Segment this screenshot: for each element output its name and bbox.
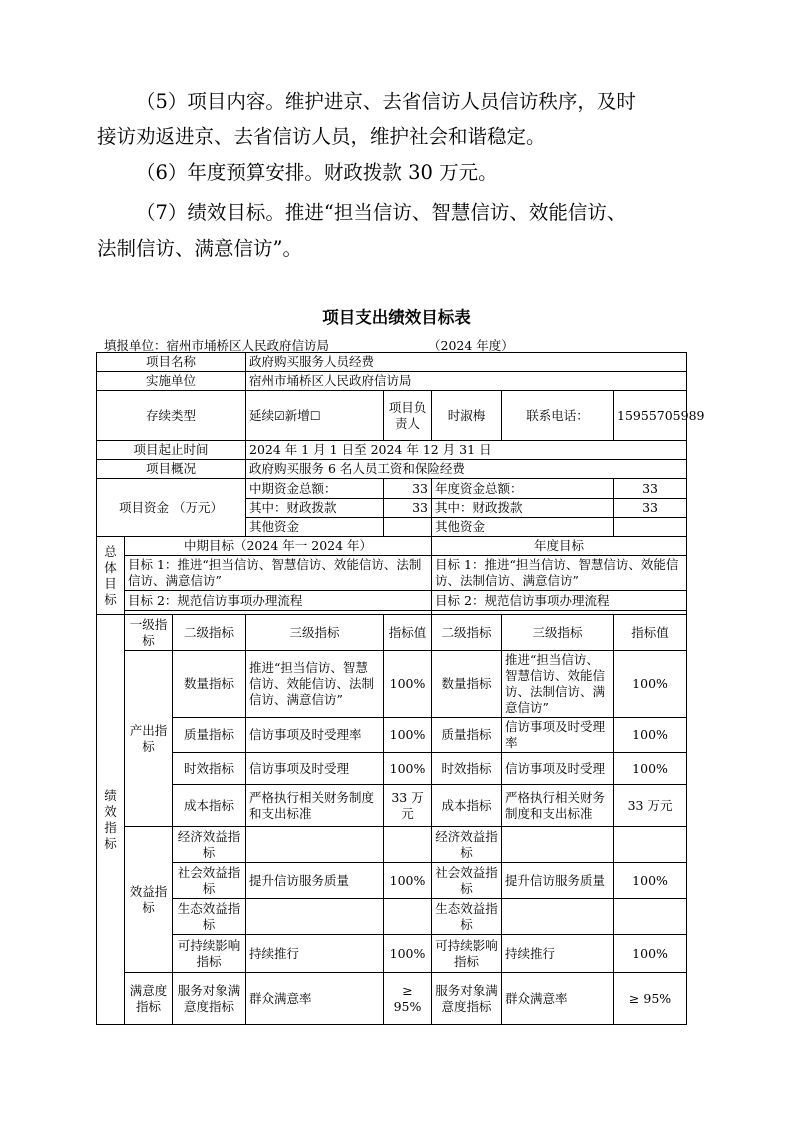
indicator-value-year: 33 万元 (614, 785, 687, 827)
impl-unit-label: 实施单位 (97, 372, 246, 391)
performance-target-table (96, 352, 705, 1025)
type-label: 存续类型 (97, 391, 246, 441)
year-goal-2: 目标 2：规范信访事项办理流程 (432, 591, 687, 611)
indicator-value (384, 827, 432, 863)
header-level2: 二级指标 (173, 615, 246, 651)
benefit-indicators-label: 效益指标 (125, 827, 173, 973)
indicator-l2-year: 质量指标 (432, 718, 502, 753)
indicator-l3-year (502, 899, 614, 935)
header-level3-year: 三级指标 (502, 615, 614, 651)
overall-goals-label: 总体目标 (97, 537, 125, 615)
year-fiscal-label: 其中：财政拨款 (432, 499, 614, 518)
mid-other (384, 518, 432, 537)
leader-label: 项目负责人 (384, 391, 432, 441)
indicator-l2: 成本指标 (173, 785, 246, 827)
indicator-value-year (614, 899, 687, 935)
indicator-value-year: 100% (614, 718, 687, 753)
indicator-l3-year: 信访事项及时受理率 (502, 718, 614, 753)
indicator-l2-year: 经济效益指标 (432, 827, 502, 863)
indicator-l3 (246, 899, 384, 935)
mid-other-label: 其他资金 (246, 518, 384, 537)
performance-indicators-label: 绩效指标 (97, 615, 125, 1025)
mid-goals-header: 中期目标（2024 年一 2024 年） (125, 537, 432, 556)
period-label: 项目起止时间 (97, 441, 246, 460)
year-fiscal: 33 (614, 499, 687, 518)
indicator-l3: 推进“担当信访、智慧信访、效能信访、法制信访、满意信访” (246, 651, 384, 718)
mid-fiscal-label: 其中：财政拨款 (246, 499, 384, 518)
indicator-value-year: 100% (614, 651, 687, 718)
paragraph-6: （6）年度预算安排。财政拨款 30 万元。 (136, 161, 498, 184)
indicator-l3-year: 持续推行 (502, 935, 614, 973)
indicator-l2: 生态效益指标 (173, 899, 246, 935)
indicator-l2-year: 数量指标 (432, 651, 502, 718)
mid-goal-1: 目标 1：推进“担当信访、智慧信访、效能信访、法制信访、满意信访” (125, 556, 432, 591)
indicator-l2-year: 成本指标 (432, 785, 502, 827)
indicator-l2-year: 时效指标 (432, 753, 502, 785)
phone: 15955705989 (614, 391, 687, 441)
type-options (246, 391, 384, 441)
indicator-l2: 可持续影响 指标 (173, 935, 246, 973)
indicator-value: 100% (384, 935, 432, 973)
paragraph-5-line-2: 接访劝返进京、去省信访人员，维护社会和谐稳定。 (97, 125, 546, 148)
indicator-value: 100% (384, 718, 432, 753)
overview-label: 项目概况 (97, 460, 246, 479)
indicator-l2: 数量指标 (173, 651, 246, 718)
indicator-l2-year: 生态效益指标 (432, 899, 502, 935)
year-total-label: 年度资金总额： (432, 479, 614, 499)
indicator-l3-year (502, 827, 614, 863)
indicator-l2: 质量指标 (173, 718, 246, 753)
indicator-l3-year: 提升信访服务质量 (502, 863, 614, 899)
indicator-value-year (614, 827, 687, 863)
overview: 政府购买服务 6 名人员工资和保险经费 (246, 460, 687, 479)
indicator-value-year: 100% (614, 935, 687, 973)
indicator-l3: 提升信访服务质量 (246, 863, 384, 899)
paragraph-7-line-1: （7）绩效目标。推进“担当信访、智慧信访、效能信访、 (136, 201, 627, 224)
indicator-l3-year: 信访事项及时受理 (502, 753, 614, 785)
fill-unit: 填报单位：宿州市埇桥区人民政府信访局 (104, 338, 330, 353)
indicator-l3-year: 严格执行相关财务制度和支出标准 (502, 785, 614, 827)
leader: 时淑梅 (432, 391, 502, 441)
indicator-l3: 信访事项及时受理率 (246, 718, 384, 753)
checkbox-unchecked-icon: ☐ (309, 408, 321, 423)
satisfaction-indicators-label: 满意度指标 (125, 973, 173, 1025)
output-indicators-label: 产出指标 (125, 651, 173, 827)
indicator-l3: 信访事项及时受理 (246, 753, 384, 785)
indicator-l3: 持续推行 (246, 935, 384, 973)
phone-label: 联系电话： (502, 391, 614, 441)
year-goals-header: 年度目标 (432, 537, 687, 556)
indicator-value-year: 100% (614, 863, 687, 899)
indicator-l3: 群众满意率 (246, 973, 384, 1025)
type-continue-label: 延续 (249, 407, 275, 423)
indicator-l3: 严格执行相关财务制度和支出标准 (246, 785, 384, 827)
indicator-l2: 社会效益指标 (173, 863, 246, 899)
checkbox-checked-icon: ☑ (274, 408, 285, 423)
header-value-year: 指标值 (614, 615, 687, 651)
table-title: 项目支出绩效目标表 (322, 308, 471, 327)
period: 2024 年 1 月 1 日至 2024 年 12 月 31 日 (246, 441, 687, 460)
project-name: 政府购买服务人员经费 (246, 353, 687, 372)
mid-total-label: 中期资金总额： (246, 479, 384, 499)
indicator-value: 100% (384, 651, 432, 718)
indicator-l3 (246, 827, 384, 863)
indicator-value (384, 899, 432, 935)
header-value: 指标值 (384, 615, 432, 651)
year-other-label: 其他资金 (432, 518, 614, 537)
indicator-value: 100% (384, 753, 432, 785)
indicator-l3-year: 群众满意率 (502, 973, 614, 1025)
indicator-l2: 服务对象满意度指标 (173, 973, 246, 1025)
indicator-value-year: ≥ 95% (614, 973, 687, 1025)
indicator-l2-year: 社会效益指标 (432, 863, 502, 899)
header-level3: 三级指标 (246, 615, 384, 651)
paragraph-7-line-2: 法制信访、满意信访”。 (97, 237, 302, 260)
year-total: 33 (614, 479, 687, 499)
indicator-value-year: 100% (614, 753, 687, 785)
funds-label: 项目资金 （万元） (97, 479, 246, 537)
year-other (614, 518, 687, 537)
mid-fiscal: 33 (384, 499, 432, 518)
indicator-value: ≥ 95% (384, 973, 432, 1025)
indicator-l2: 经济效益指标 (173, 827, 246, 863)
indicator-l2-year: 服务对象满意度指标 (432, 973, 502, 1025)
year-goal-1: 目标 1：推进“担当信访、智慧信访、效能信访、法制信访、满意信访” (432, 556, 687, 591)
fill-year: （2024 年度） (428, 338, 514, 353)
type-new-label: 新增 (284, 407, 310, 423)
indicator-value: 100% (384, 863, 432, 899)
indicator-l2: 时效指标 (173, 753, 246, 785)
header-level2-year: 二级指标 (432, 615, 502, 651)
project-name-label: 项目名称 (97, 353, 246, 372)
mid-goal-2: 目标 2：规范信访事项办理流程 (125, 591, 432, 611)
indicator-l3-year: 推进“担当信访、智慧信访、效能信访、法制信访、满意信访” (502, 651, 614, 718)
indicator-l2-year: 可持续影响 指标 (432, 935, 502, 973)
paragraph-5-line-1: （5）项目内容。维护进京、去省信访人员信访秩序，及时 (136, 90, 636, 113)
mid-total: 33 (384, 479, 432, 499)
impl-unit: 宿州市埇桥区人民政府信访局 (246, 372, 687, 391)
header-level1: 一级指标 (125, 615, 173, 651)
indicator-value: 33 万元 (384, 785, 432, 827)
